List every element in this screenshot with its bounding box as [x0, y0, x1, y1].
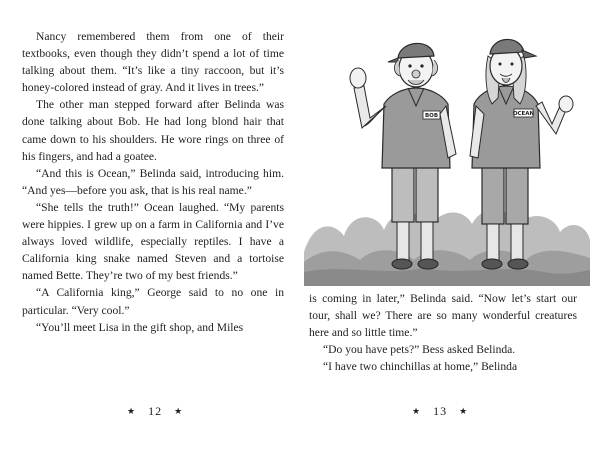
page-number: 12	[148, 404, 163, 418]
paragraph: Nancy remembered them from one of their textbooks, even though they didn’t spend a lot of time talking about them. “It’s like a tiny raccoon, but it’s honey-colored instead of gray. And it lives in trees.”	[22, 30, 284, 95]
badge-label-ocean: OCEAN	[512, 111, 535, 118]
left-page-text	[22, 28, 284, 336]
paragraph: The other man stepped forward after Belinda was done talking about Bob. He had long blond hair that came down to his shoulders. He wore rings on three of his fingers, and had a goatee.	[22, 98, 284, 163]
paragraph: is coming in later,” Belinda said. “Now let’s start our tour, shall we? There are so many wonderful creatures here and so little time.”	[309, 292, 577, 340]
star-ornament: ★	[412, 406, 422, 416]
star-ornament: ★	[127, 406, 137, 416]
right-page-text	[309, 290, 577, 375]
left-page-number	[127, 404, 183, 419]
paragraph: “I have two chinchillas at home,” Belinda	[323, 360, 518, 374]
paragraph: “You’ll meet Lisa in the gift shop, and Miles	[36, 320, 244, 334]
paragraph: “Do you have pets?” Bess asked Belinda.	[323, 343, 516, 357]
paragraph: “A California king,” George said to no one in particular. “Very cool.”	[22, 286, 284, 317]
star-ornament: ★	[174, 406, 184, 416]
illustration-two-zookeepers	[304, 14, 590, 286]
star-ornament: ★	[459, 406, 469, 416]
badge-label-bob: BOB	[424, 113, 439, 120]
page-number: 13	[433, 404, 448, 418]
paragraph: “She tells the truth!” Ocean laughed. “My parents were hippies. I grew up on a farm in California and I’ve always loved wildlife, especially reptiles. I have a California king snake named Steven and a tortoise named Bette. They’re two of my best friends.”	[22, 200, 284, 283]
bushes	[304, 210, 590, 286]
paragraph: “And this is Ocean,” Belinda said, introducing him. “And yes—before you ask, that is his real name.”	[22, 166, 284, 197]
right-page-number	[412, 404, 468, 419]
